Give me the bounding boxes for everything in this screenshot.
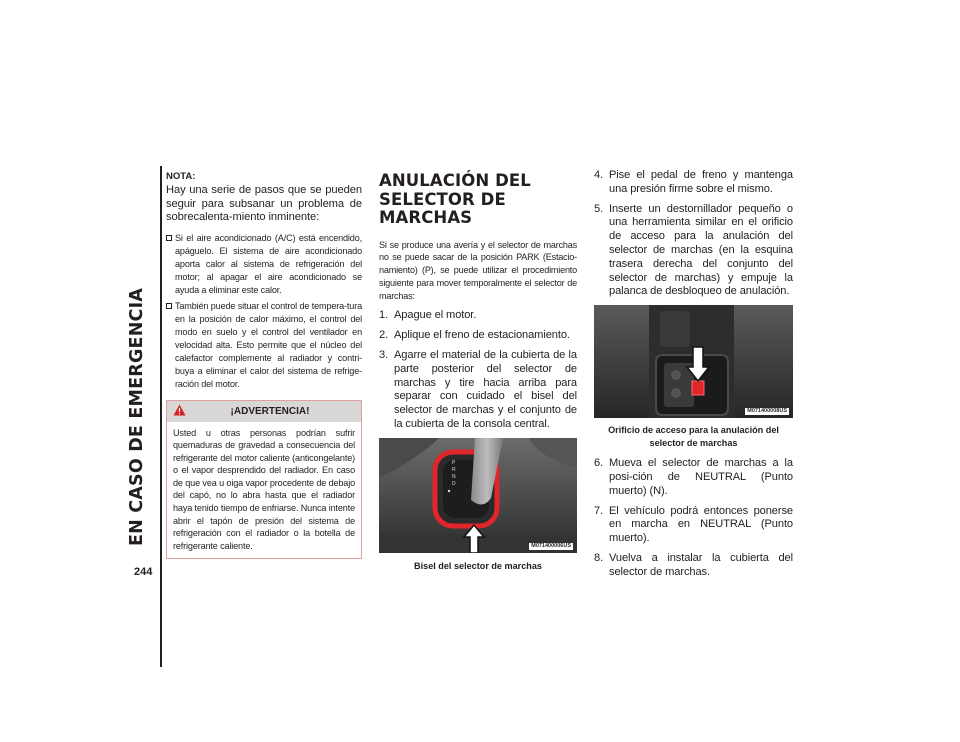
warning-box [166, 400, 362, 560]
figure-code: M071400006US [531, 542, 571, 549]
list-item [594, 203, 793, 300]
step-number: 5. [594, 202, 604, 215]
sidebar-divider [160, 166, 162, 667]
list-item [166, 232, 362, 297]
gear-letter-n: N [452, 473, 456, 480]
step-number: 6. [594, 457, 604, 470]
figure-code: M071400008US [747, 408, 787, 415]
bullet-text: También puede situar el control de tempera-tura en la posición de calor máximo, el control del modo en suelo y el control del ventilador en velocidad alta. Esto permite que el núcleo del calefactor complemente al radiador y contri-buya a eliminar el calor del sistema de refrige-ración del motor. [175, 300, 362, 389]
step-text: Vuelva a instalar la cubierta del selector de marchas. [609, 551, 793, 578]
step-number: 4. [594, 169, 604, 181]
figure-caption-line1: Orificio de acceso para la anulación del [608, 425, 779, 436]
gear-letter-d: D [452, 480, 456, 487]
figure-caption [594, 424, 793, 449]
gear-letter-r: R [452, 466, 456, 473]
intro-paragraph: Si se produce una avería y el selector de marchas no se puede sacar de la posición PARK (Estacio-namiento) (P), se puede utilizar el procedimiento siguiente para mover temporalmente el selector de marchas: [379, 239, 577, 301]
list-item [594, 457, 793, 498]
figure-caption: Bisel del selector de marchas [414, 560, 542, 571]
gear-selector-bezel-photo [379, 438, 577, 553]
override-access-illustration [594, 305, 793, 418]
left-column [166, 169, 362, 559]
step-number: 3. [379, 349, 389, 362]
step-text: Apague el motor. [394, 309, 477, 322]
step-number: 1. [379, 309, 389, 322]
middle-column [379, 169, 577, 580]
right-column [594, 169, 793, 586]
checkbox-bullet-icon [166, 235, 172, 241]
section-heading-line1: ANULACIÓN DEL [379, 171, 531, 190]
step-text: Mueva el selector de marchas a la posi-ción de NEUTRAL (Punto muerto) (N). [609, 457, 793, 497]
warning-header [167, 401, 361, 422]
step-number: 2. [379, 329, 389, 342]
list-item [594, 505, 793, 546]
override-access-hole-photo [594, 305, 793, 418]
list-item [379, 349, 577, 432]
bullet-text: Si el aire acondicionado (A/C) está encendido, apáguelo. El sistema de aire acondicionado aporta calor al sistema de refrigeración del motor; al apagar el aire acondicionado se ayuda a eliminar este calor. [175, 232, 362, 295]
step-text: Aplique el freno de estacionamiento. [394, 329, 570, 342]
list-item [594, 552, 793, 580]
step-text: Agarre el material de la cubierta de la parte posterior del selector de marchas y tire hacia arriba para separar con cuidado el bisel del selector de marchas y el conjunto de la cubierta de la consola central. [394, 349, 577, 431]
figure-caption-line2: selector de marchas [649, 437, 738, 448]
page-number: 244 [134, 566, 153, 578]
step-text: Inserte un destornillador pequeño o una herramienta similar en el orificio de acceso para la anulación del selector de marchas (en la esquina trasera derecha del conjunto del selector de marchas) y empuje la palanca de desbloqueo de anulación. [609, 202, 793, 298]
checkbox-bullet-icon [166, 303, 172, 309]
step-text: El vehículo podrá entonces ponerse en marcha en NEUTRAL (Punto muerto). [609, 504, 793, 545]
step-number: 7. [594, 504, 604, 517]
gear-selector-bezel-illustration [379, 438, 577, 553]
list-item [594, 169, 793, 197]
note-lead: Hay una serie de pasos que se pueden seguir para subsanar un problema de sobrecalenta-miento inminente: [166, 184, 362, 223]
section-heading-line2: SELECTOR DE MARCHAS [379, 189, 506, 227]
section-heading [379, 172, 577, 228]
warning-title: ¡ADVERTENCIA! [230, 405, 310, 417]
gear-letter-p: P [452, 459, 456, 466]
list-item [379, 329, 577, 343]
step-text: Pise el pedal de freno y mantenga una presión firme sobre el mismo. [609, 169, 793, 195]
list-item [166, 300, 362, 391]
list-item [379, 309, 577, 323]
step-number: 8. [594, 551, 604, 564]
section-title-text: EN CASO DE EMERGENCIA [127, 287, 147, 547]
section-sidebar-title [116, 168, 158, 666]
note-label: NOTA: [166, 171, 196, 182]
warning-body: Usted u otras personas podrían sufrir quemaduras de gravedad a consecuencia del refrigerante del motor caliente (anticongelante) o el vapor desprendido del radiador. En caso de que vea u oiga vapor procedente de debajo del capó, no lo abra hasta que el radiador haya tenido tiempo de enfriarse. Nunca intente abrir el tapón de presión del sistema de refrigeración con el radiador o la botella de refrigerante caliente. [173, 427, 355, 551]
